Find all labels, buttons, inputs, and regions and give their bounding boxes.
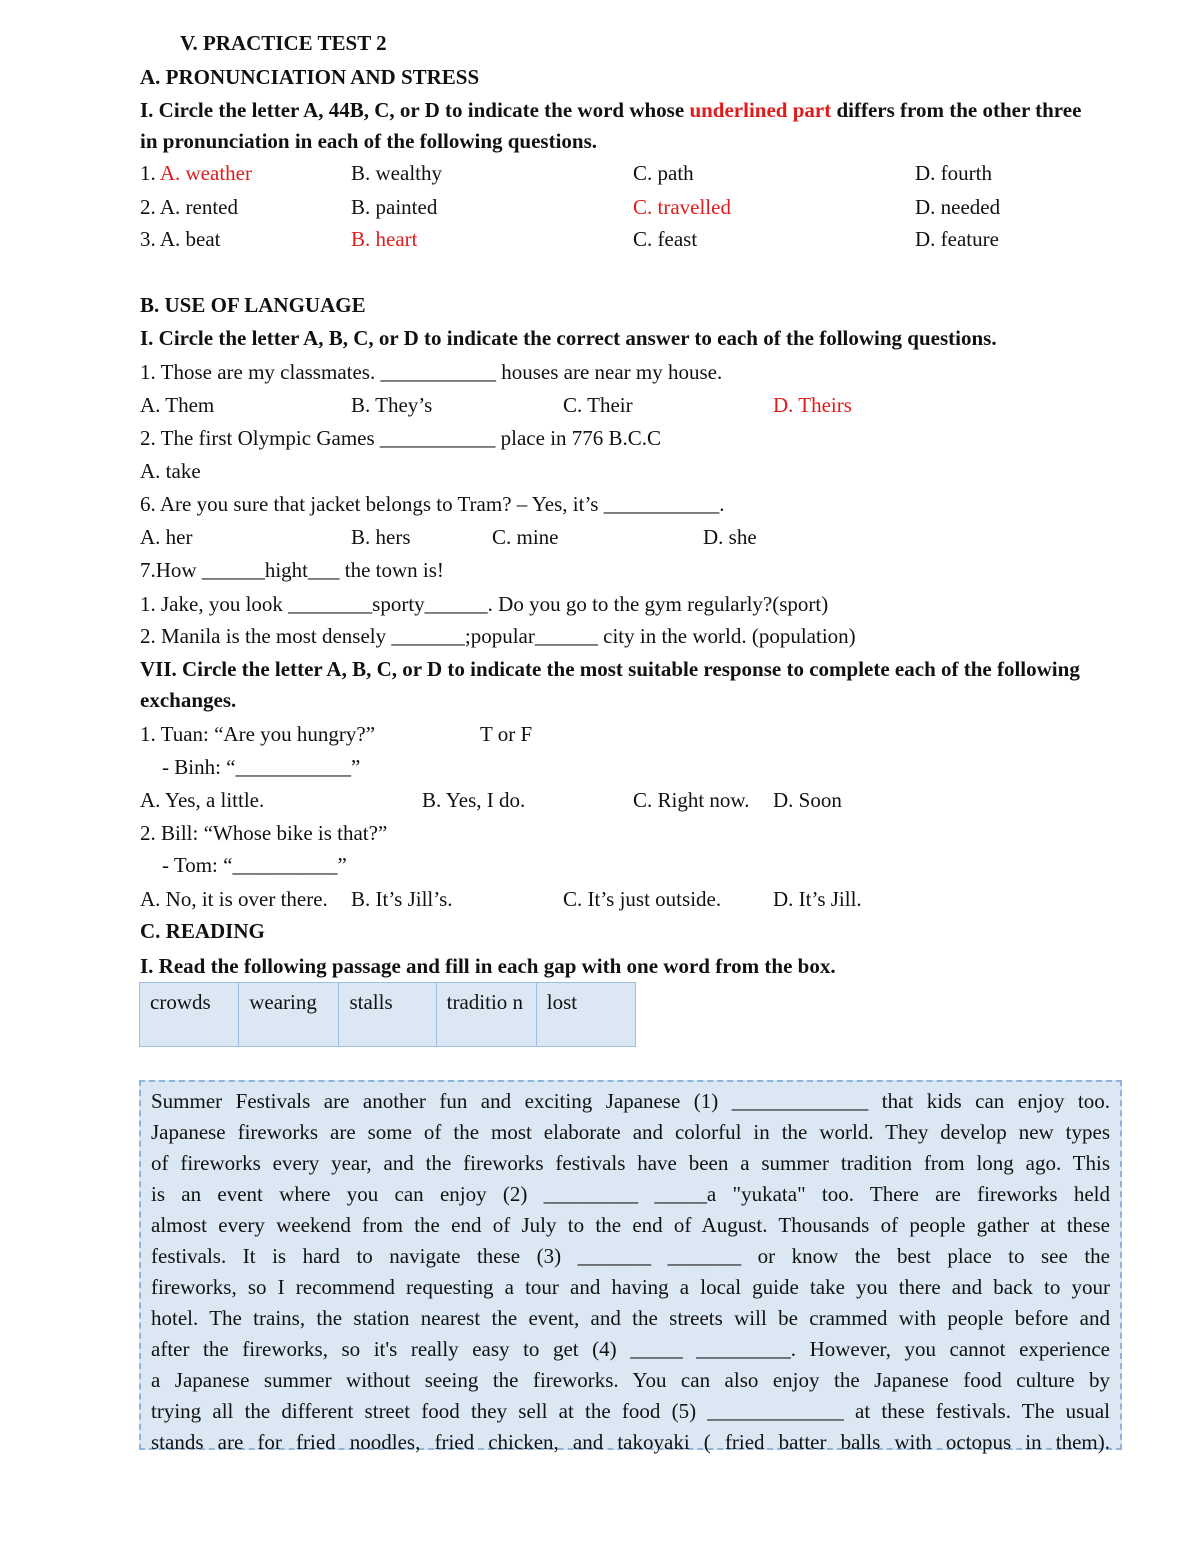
option-d[interactable]: D. It’s Jill. [773, 887, 862, 911]
exchange-1-response: - Binh: “___________” [162, 755, 361, 779]
option-a[interactable]: A. take [140, 459, 201, 483]
question-1: 1. Those are my classmates. ___________ houses are near my house. [140, 360, 723, 384]
option-c[interactable]: C. path [633, 161, 694, 185]
option-d[interactable]: D. fourth [915, 161, 992, 185]
option-c[interactable]: C. Right now. [633, 788, 750, 812]
question-number: 3. [140, 227, 160, 251]
passage-line: hotel. The trains, the station nearest the event, and the streets will be crammed with people before and [151, 1306, 1110, 1330]
word-box [139, 982, 636, 1047]
word-box-cell: stalls [339, 983, 436, 1047]
option-d[interactable]: D. feature [915, 227, 999, 251]
option-a[interactable]: A. Them [140, 393, 215, 417]
question-row [140, 194, 238, 220]
word-form-1: 1. Jake, you look ________sporty______. Do you go to the gym regularly?(sport) [140, 592, 829, 616]
passage-line: almost every weekend from the end of July to the end of August. Thousands of people gather at these [151, 1213, 1110, 1237]
instruction-text-end: differs from the other three [831, 98, 1082, 122]
passage-line: stands are for fried noodles, fried chicken, and takoyaki ( fried batter balls with octopus in them). [151, 1430, 1110, 1454]
question-7: 7.How ______hight___ the town is! [140, 558, 444, 582]
passage-line: Summer Festivals are another fun and exciting Japanese (1) _____________ that kids can enjoy too. [151, 1089, 1110, 1113]
passage-line: festivals. It is hard to navigate these (3) _______ _______ or know the best place to see the [151, 1244, 1110, 1268]
instruction-highlight: underlined part [689, 98, 832, 122]
page-title: V. PRACTICE TEST 2 [180, 31, 387, 55]
passage-line: after the fireworks, so it's really easy to get (4) _____ _________. However, you cannot experience [151, 1337, 1110, 1361]
option-b[interactable]: B. wealthy [351, 161, 442, 185]
option-b[interactable]: B. painted [351, 195, 438, 219]
passage-line: of fireworks every year, and the fireworks festivals have been a summer tradition from long ago. This [151, 1151, 1110, 1175]
option-a[interactable]: A. rented [159, 195, 238, 219]
section-a-instruction [140, 97, 1081, 123]
question-number: 2. [140, 195, 160, 219]
passage-line: Japanese fireworks are some of the most elaborate and colorful in the world. They develop new types [151, 1120, 1110, 1144]
exchange-1-question: 1. Tuan: “Are you hungry?” [140, 722, 376, 746]
question-2: 2. The first Olympic Games ___________ place in 776 B.C.C [140, 426, 662, 450]
passage-line: a Japanese summer without seeing the fireworks. You can also enjoy the Japanese food culture by [151, 1368, 1110, 1392]
word-box-cell: wearing [239, 983, 339, 1047]
passage-line: is an event where you can enjoy (2) _________ _____a "yukata" too. There are fireworks held [151, 1182, 1110, 1206]
word-form-2: 2. Manila is the most densely _______;popular______ city in the world. (population) [140, 624, 856, 648]
word-box-cell: traditio n [436, 983, 536, 1047]
option-c[interactable]: C. mine [492, 525, 559, 549]
option-a[interactable]: A. No, it is over there. [140, 887, 328, 911]
section-vii-instruction: VII. Circle the letter A, B, C, or D to indicate the most suitable response to complete each of the following [140, 657, 1080, 681]
section-c-heading: C. READING [140, 919, 265, 943]
section-a-heading: A. PRONUNCIATION AND STRESS [140, 65, 480, 89]
option-a[interactable]: A. weather [159, 161, 252, 185]
question-number: 1. [140, 161, 160, 185]
question-6: 6. Are you sure that jacket belongs to Tram? – Yes, it’s ___________. [140, 492, 725, 516]
section-a-instruction-line2: in pronunciation in each of the following questions. [140, 129, 598, 153]
reading-passage [139, 1080, 1122, 1454]
option-b[interactable]: B. heart [351, 227, 418, 251]
word-box-cell: crowds [140, 983, 239, 1047]
question-row [140, 160, 252, 186]
passage-line: fireworks, so I recommend requesting a tour and having a local guide take you there and back to your [151, 1275, 1110, 1299]
section-b-instruction: I. Circle the letter A, B, C, or D to indicate the correct answer to each of the following questions. [140, 326, 997, 350]
exchange-2-question: 2. Bill: “Whose bike is that?” [140, 821, 388, 845]
option-d[interactable]: D. she [703, 525, 757, 549]
option-a[interactable]: A. her [140, 525, 193, 549]
option-b[interactable]: B. hers [351, 525, 411, 549]
section-vii-instruction-line2: exchanges. [140, 688, 237, 712]
option-c[interactable]: C. feast [633, 227, 698, 251]
section-b-heading: B. USE OF LANGUAGE [140, 293, 366, 317]
instruction-text: I. Circle the letter A, 44B, C, or D to indicate the word whose [140, 98, 690, 122]
exchange-2-response: - Tom: “__________” [162, 853, 347, 877]
word-box-cell: lost [536, 983, 635, 1047]
option-d[interactable]: D. needed [915, 195, 1001, 219]
question-row [140, 226, 221, 252]
option-b[interactable]: B. They’s [351, 393, 433, 417]
option-b[interactable]: B. Yes, I do. [422, 788, 526, 812]
true-false-label: T or F [480, 722, 533, 746]
option-b[interactable]: B. It’s Jill’s. [351, 887, 453, 911]
section-c-instruction: I. Read the following passage and fill in each gap with one word from the box. [140, 954, 836, 978]
option-c[interactable]: C. travelled [633, 195, 731, 219]
option-a[interactable]: A. beat [159, 227, 221, 251]
passage-line: trying all the different street food they sell at the food (5) _____________ at these festivals. The usual [151, 1399, 1110, 1423]
option-c[interactable]: C. It’s just outside. [563, 887, 722, 911]
option-d[interactable]: D. Soon [773, 788, 842, 812]
option-d[interactable]: D. Theirs [773, 393, 852, 417]
option-c[interactable]: C. Their [563, 393, 633, 417]
option-a[interactable]: A. Yes, a little. [140, 788, 265, 812]
